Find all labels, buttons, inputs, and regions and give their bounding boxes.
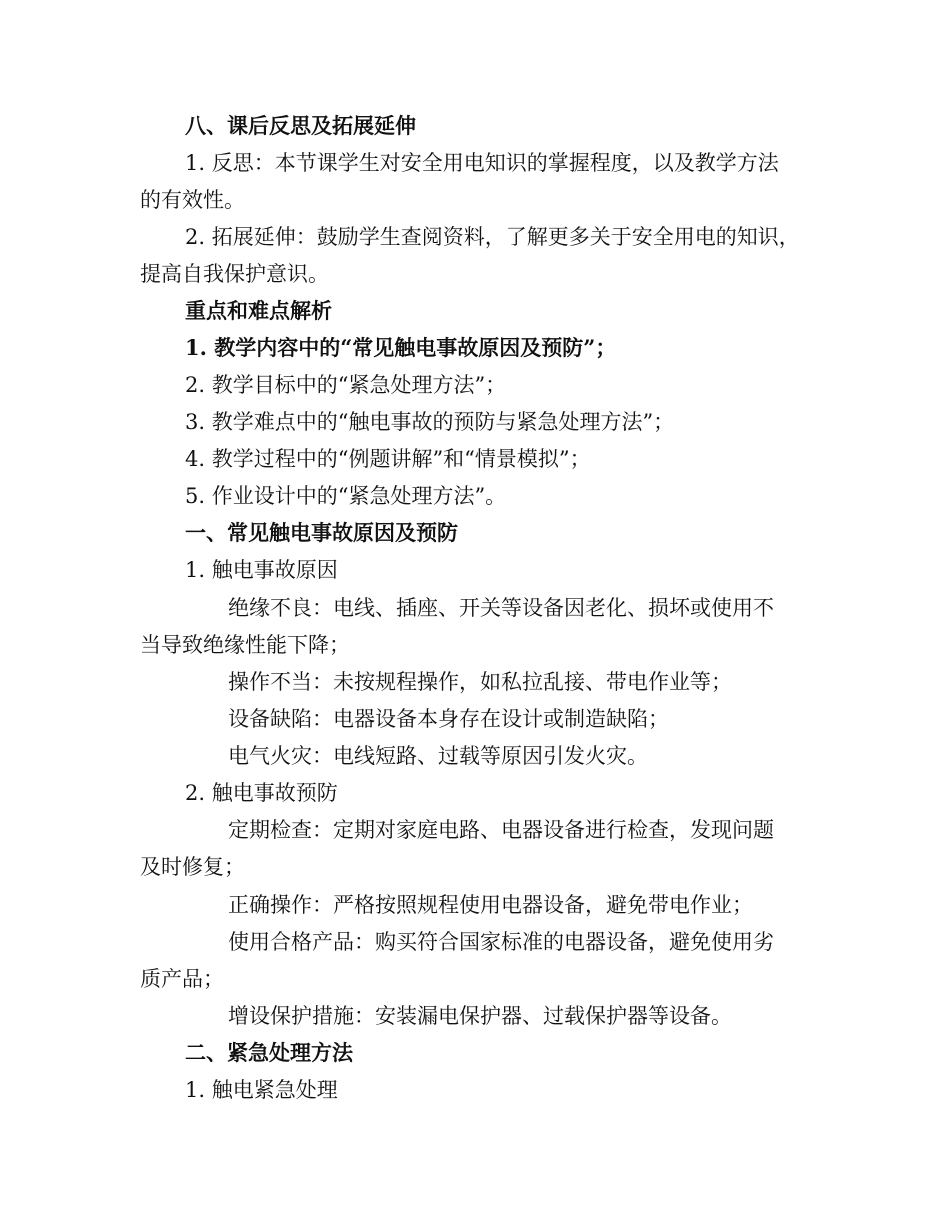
paragraph-line: 设备缺陷：电器设备本身存在设计或制造缺陷； [228,707,669,731]
subsection-heading: 1. 触电事故原因 [185,558,338,582]
section-heading: 二、紧急处理方法 [185,1040,353,1065]
paragraph-line: 的有效性。 [140,188,245,212]
list-item: 3. 教学难点中的“触电事故的预防与紧急处理方法”； [185,410,675,434]
paragraph-line: 绝缘不良：电线、插座、开关等设备因老化、损坏或使用不 [228,596,774,620]
section-heading: 一、常见触电事故原因及预防 [185,520,458,545]
subsection-heading: 2. 触电事故预防 [185,781,338,805]
paragraph-line: 2. 拓展延伸：鼓励学生查阅资料，了解更多关于安全用电的知识， [185,225,800,249]
list-item: 4. 教学过程中的“例题讲解”和“情景模拟”； [185,447,591,471]
paragraph-line: 定期检查：定期对家庭电路、电器设备进行检查，发现问题 [228,818,774,842]
paragraph-line: 使用合格产品：购买符合国家标准的电器设备，避免使用劣 [228,930,774,954]
paragraph-line: 1. 反思：本节课学生对安全用电知识的掌握程度，以及教学方法 [185,151,779,175]
paragraph-line: 提高自我保护意识。 [140,262,329,286]
section-heading: 重点和难点解析 [185,298,332,323]
list-item: 5. 作业设计中的“紧急处理方法”。 [185,484,507,508]
paragraph-line: 及时修复； [140,855,245,879]
paragraph-line: 电气火灾：电线短路、过载等原因引发火灾。 [228,744,648,768]
paragraph-line: 当导致绝缘性能下降； [140,633,350,657]
subsection-heading: 1. 触电紧急处理 [185,1078,338,1102]
paragraph-line: 质产品； [140,967,224,991]
paragraph-line: 增设保护措施：安装漏电保护器、过载保护器等设备。 [228,1004,732,1028]
list-item: 2. 教学目标中的“紧急处理方法”； [185,373,507,397]
paragraph-line: 正确操作：严格按照规程使用电器设备，避免带电作业； [228,893,753,917]
list-item: 1. 教学内容中的“常见触电事故原因及预防”； [185,335,617,360]
paragraph-line: 操作不当：未按规程操作，如私拉乱接、带电作业等； [228,670,732,694]
section-heading: 八、课后反思及拓展延伸 [185,113,416,138]
